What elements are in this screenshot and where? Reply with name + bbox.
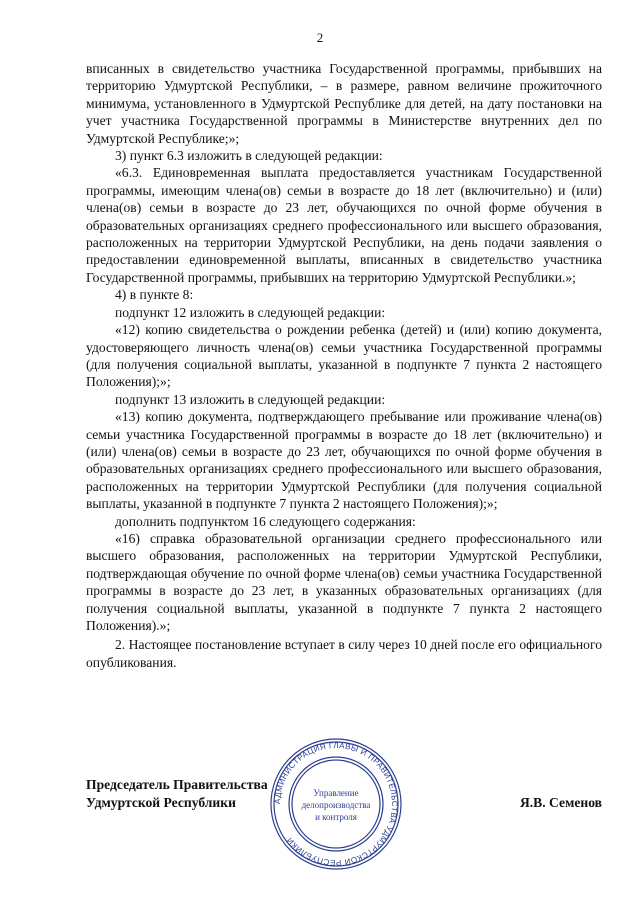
paragraph-3: «6.3. Единовременная выплата предоставляется участникам Государственной программы, имеющим члена(ов) семьи в возрасте до 18 лет (включительно) и (или) члена(ов) семьи в возрасте до 23 лет, обучающихся по очной форме обучения в образовательных организациях среднего профессионального или высшего образования, расположенных на территории Удмуртской Республики, на день подачи заявления о предоставлении единовременной выплаты, вписанных в свидетельство участника Государственной программы, прибывших на территорию Удмуртской Республики.»; <box>86 165 602 285</box>
paragraph-1: вписанных в свидетельство участника Государственной программы, прибывших на территорию Удмуртской Республики, – в размере, равном величине прожиточного минимума, установленного в Удмуртской Республике для детей, на дату постановки на учет участника Государственной программы в Министерстве внутренних дел по Удмуртской Республике;»; <box>86 61 602 146</box>
stamp-inner-text <box>302 788 371 822</box>
signatory-position-line-1: Председатель Правительства <box>86 777 268 792</box>
paragraph-5: подпункт 12 изложить в следующей редакции: <box>115 304 386 320</box>
stamp-inner-line-2: делопроизводства <box>301 800 371 810</box>
stamp-inner-line-3: и контроля <box>315 812 357 822</box>
paragraph-8: «13) копию документа, подтверждающего пребывание или проживание члена(ов) семьи участника Государственной программы в возрасте до 18 лет (включительно) и (или) члена(ов) семьи в возрасте до 23 лет, обучающихся по очной форме обучения в образовательных организациях среднего профессионального или высшего образования, расположенных на территории Удмуртской Республики (для получения социальной выплаты, указанной в подпункте 7 пункта 2 настоящего Положения);»; <box>86 409 602 512</box>
page-number: 2 <box>316 30 324 45</box>
paragraph-7: подпункт 13 изложить в следующей редакции: <box>115 391 386 407</box>
signatory-name: Я.В. Семенов <box>519 795 602 810</box>
stamp-outer-text: АДМИНИСТРАЦИЯ ГЛАВЫ И ПРАВИТЕЛЬСТВА УДМУРТСКОЙ РЕСПУБЛИКИ <box>272 740 400 868</box>
official-stamp <box>268 736 404 872</box>
paragraph-2: 3) пункт 6.3 изложить в следующей редакции: <box>115 148 383 164</box>
paragraph-10: «16) справка образовательной организации среднего профессионального или высшего образования, расположенных на территории Удмуртской Республики, подтверждающая обучение по очной форме члена(ов) семьи участника Государственной программы в возрасте до 23 лет, в указанных образовательных организациях (для получения социальной выплаты, указанной в подпункте 7 пункта 2 настоящего Положения).»; <box>86 530 602 633</box>
document-body <box>86 60 602 671</box>
stamp-inner-line-1: Управление <box>313 788 359 798</box>
paragraph-11: 2. Настоящее постановление вступает в силу через 10 дней после его официального опубликования. <box>86 637 602 670</box>
paragraph-9: дополнить подпунктом 16 следующего содержания: <box>115 513 416 529</box>
paragraph-6: «12) копию свидетельства о рождении ребенка (детей) и (или) копию документа, удостоверяющего личность члена(ов) семьи участника Государственной программы (для получения социальной выплаты, указанной в подпункте 7 пункта 2 настоящего Положения);»; <box>86 322 602 390</box>
paragraph-4: 4) в пункте 8: <box>115 287 194 303</box>
signatory-position-line-2: Удмуртской Республики <box>86 795 236 810</box>
signatory-position <box>86 776 268 812</box>
